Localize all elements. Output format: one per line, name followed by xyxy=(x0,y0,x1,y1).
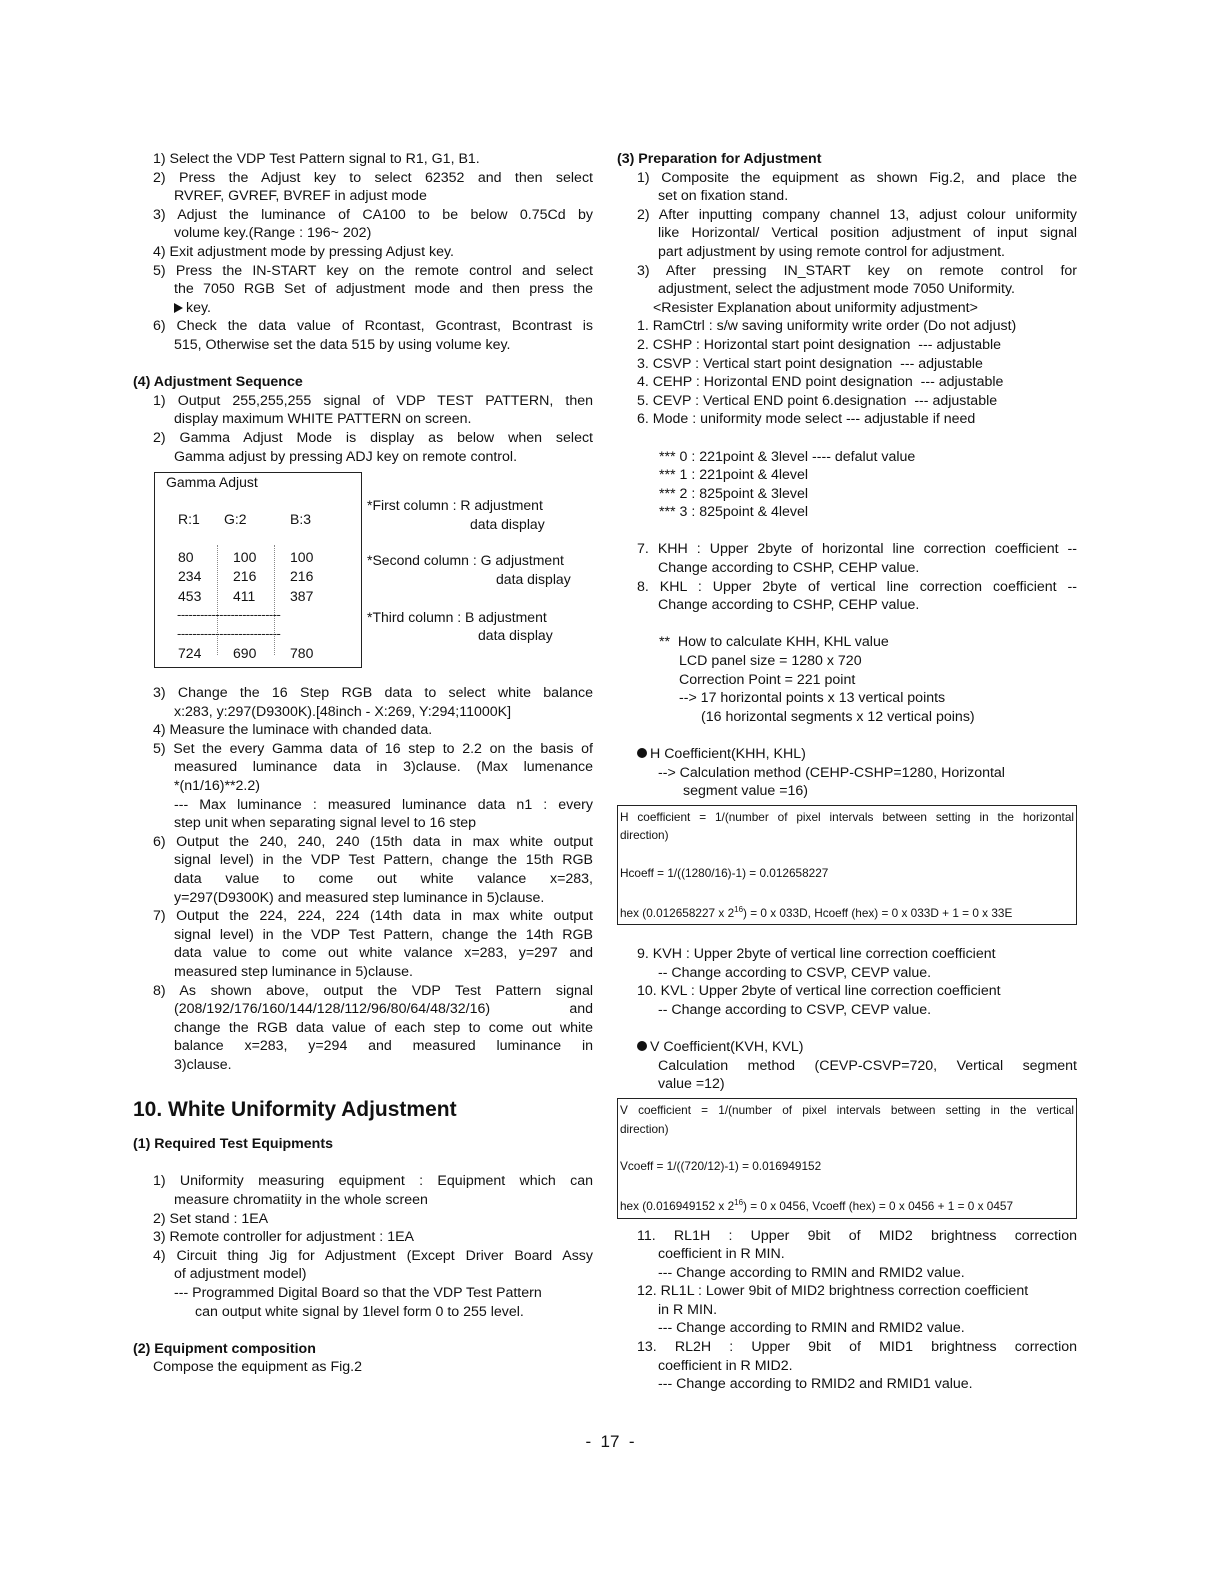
equipment-line: of adjustment model) xyxy=(174,1266,307,1283)
register-line: 11. RL1H : Upper 9bit of MID2 brightness correction xyxy=(637,1227,1077,1244)
prep-line: like Horizontal/ Vertical position adjustment of input signal xyxy=(658,225,1077,242)
gamma-cell: 780 xyxy=(290,645,314,662)
sequence-line: step unit when separating signal level to 16 step xyxy=(174,815,477,832)
sequence-line: --- Max luminance : measured luminance data n1 : every xyxy=(174,796,593,813)
bullet-icon xyxy=(637,1041,647,1051)
page-number: - 17 - xyxy=(585,1432,635,1451)
sequence-line: x:283, y:297(D9300K).[48inch - X:269, Y:294;11000K] xyxy=(174,703,512,720)
gamma-cell: 690 xyxy=(233,645,257,662)
equipment-line: 4) Circuit thing Jig for Adjustment (Except Driver Board Assy xyxy=(153,1247,593,1264)
formula-part: ) = 0 x 033D, Hcoeff (hex) = 0 x 033D + 1 = 0 x 33E xyxy=(743,905,1013,920)
dash-separator: --------------------------- xyxy=(177,607,281,623)
left-column xyxy=(133,150,593,1377)
step-line: 4) Exit adjustment mode by pressing Adjust key. xyxy=(153,243,454,260)
preparation-heading: (3) Preparation for Adjustment xyxy=(617,151,822,167)
register-line: coefficient in R MID2. xyxy=(658,1357,793,1374)
gamma-note: *Third column : B adjustment xyxy=(367,609,547,626)
gamma-cell: 234 xyxy=(178,568,202,585)
formula-exponent: 16 xyxy=(734,904,744,914)
h-coef-line: segment value =16) xyxy=(683,783,809,800)
bullet-icon xyxy=(637,748,647,758)
sequence-line: 8) As shown above, output the VDP Test Pattern signal xyxy=(153,982,593,999)
prep-line: 2) After inputting company channel 13, adjust colour uniformity xyxy=(637,206,1077,223)
right-column xyxy=(617,150,1077,1394)
formula-line: H coefficient = 1/(number of pixel intervals between setting in the horizontal xyxy=(620,809,1074,824)
register-line: 9. KVH : Upper 2byte of vertical line correction coefficient xyxy=(637,946,996,963)
sequence-line: 3) Change the 16 Step RGB data to select white balance xyxy=(153,685,593,702)
h-coefficient-title xyxy=(617,745,1077,764)
calc-line: Correction Point = 221 point xyxy=(679,671,856,688)
gamma-header-b: B:3 xyxy=(290,511,312,528)
play-triangle-icon xyxy=(174,303,183,313)
gamma-cell: 100 xyxy=(290,549,314,566)
gamma-cell: 387 xyxy=(290,588,314,605)
sequence-line: measured luminance data in 3)clause. (Max lumenance xyxy=(174,759,593,776)
sequence-line: display maximum WHITE PATTERN on screen. xyxy=(174,411,472,428)
v-coefficient-label: V Coefficient(KVH, KVL) xyxy=(650,1039,804,1056)
sequence-line: signal level) in the VDP Test Pattern, change the 14th RGB xyxy=(174,926,593,943)
sequence-line: data value to come out white valance x=283, y=297 and xyxy=(174,945,593,962)
sequence-line: measured step luminance in 5)clause. xyxy=(174,964,413,980)
prep-line: part adjustment by using remote control for adjustment. xyxy=(658,243,1005,260)
dash-separator: --------------------------- xyxy=(177,626,281,642)
register-line: 10. KVL : Upper 2byte of vertical line correction coefficient xyxy=(637,983,1001,1000)
step-line: 3) Adjust the luminance of CA100 to be below 0.75Cd by xyxy=(153,206,593,223)
step-line: RVREF, GVREF, BVREF in adjust mode xyxy=(174,188,427,205)
formula-line: direction) xyxy=(620,1121,669,1136)
sequence-line: data value to come out white valance x=283, xyxy=(174,871,593,888)
gamma-cell: 100 xyxy=(233,549,257,566)
prep-line: 3) After pressing IN_START key on remote control for xyxy=(637,262,1077,279)
adjustment-sequence-heading: (4) Adjustment Sequence xyxy=(133,374,303,391)
equipment-line: measure chromatiity in the whole screen xyxy=(174,1191,428,1208)
formula-line: Vcoeff = 1/((720/12)-1) = 0.016949152 xyxy=(620,1158,822,1173)
gamma-adjust-box xyxy=(154,472,362,668)
register-line: 5. CEVP : Vertical END point 6.designation --- adjustable xyxy=(637,392,998,409)
mode-line: *** 0 : 221point & 3level ---- defalut value xyxy=(659,448,916,465)
register-line: --- Change according to RMID2 and RMID1 value. xyxy=(658,1376,973,1393)
formula-exponent: 16 xyxy=(734,1197,744,1207)
equipment-line: --- Programmed Digital Board so that the VDP Test Pattern xyxy=(174,1284,542,1301)
register-line: --- Change according to RMIN and RMID2 value. xyxy=(658,1264,965,1281)
gamma-note: data display xyxy=(478,627,553,644)
step-line: volume key.(Range : 196~ 202) xyxy=(174,225,372,242)
composition-line: Compose the equipment as Fig.2 xyxy=(153,1359,362,1376)
gamma-note: data display xyxy=(470,516,545,533)
calc-line: LCD panel size = 1280 x 720 xyxy=(679,653,862,670)
calc-line: ** How to calculate KHH, KHL value xyxy=(659,634,889,651)
sequence-line: signal level) in the VDP Test Pattern, change the 15th RGB xyxy=(174,852,593,869)
step-line: 1) Select the VDP Test Pattern signal to R1, G1, B1. xyxy=(153,151,480,167)
sequence-line: 1) Output 255,255,255 signal of VDP TEST PATTERN, then xyxy=(153,392,593,409)
gamma-cell: 216 xyxy=(290,568,314,585)
prep-line: 1) Composite the equipment as shown Fig.2, and place the xyxy=(637,169,1077,186)
register-line: 13. RL2H : Upper 9bit of MID1 brightness correction xyxy=(637,1339,1077,1356)
formula-hex-line xyxy=(620,1194,1074,1216)
register-line: Change according to CSHP, CEHP value. xyxy=(658,560,920,577)
step-line: 2) Press the Adjust key to select 62352 and then select xyxy=(153,169,593,186)
gamma-title: Gamma Adjust xyxy=(166,474,258,491)
prep-line: <Resister Explanation about uniformity adjustment> xyxy=(653,299,978,316)
sequence-line: *(n1/16)**2.2) xyxy=(174,778,260,795)
section-title: 10. White Uniformity Adjustment xyxy=(133,1098,457,1122)
gamma-note: data display xyxy=(496,571,571,588)
register-line: 8. KHL : Upper 2byte of vertical line correction coefficient -- xyxy=(637,578,1077,595)
gamma-cell: 724 xyxy=(178,645,202,662)
sequence-line: change the RGB data value of each step to come out white xyxy=(174,1019,593,1036)
prep-line: set on fixation stand. xyxy=(658,188,789,205)
gamma-cell: 411 xyxy=(233,588,256,605)
register-line: 2. CSHP : Horizontal start point designation --- adjustable xyxy=(637,336,1002,353)
step-line: 515, Otherwise set the data 515 by using volume key. xyxy=(174,336,511,353)
formula-line: Hcoeff = 1/((1280/16)-1) = 0.012658227 xyxy=(620,865,829,880)
v-coef-line: Calculation method (CEVP-CSVP=720, Vertical segment xyxy=(658,1057,1077,1074)
formula-part: hex (0.016949152 x 2 xyxy=(620,1198,735,1213)
sequence-line: 4) Measure the luminace with chanded data. xyxy=(153,722,433,739)
register-line: 4. CEHP : Horizontal END point designation --- adjustable xyxy=(637,374,1004,391)
equipment-line: 1) Uniformity measuring equipment : Equipment which can xyxy=(153,1173,593,1190)
key-text: key. xyxy=(186,299,211,316)
sequence-line: Gamma adjust by pressing ADJ key on remote control. xyxy=(174,448,518,465)
h-coefficient-box xyxy=(617,805,1077,925)
sequence-line: balance x=283, y=294 and measured luminance in xyxy=(174,1038,593,1055)
required-equipment-heading: (1) Required Test Equipments xyxy=(133,1136,333,1153)
sequence-line: 2) Gamma Adjust Mode is display as below when select xyxy=(153,429,593,446)
step-line: the 7050 RGB Set of adjustment mode and then press the xyxy=(174,281,593,298)
gamma-header-g: G:2 xyxy=(224,511,247,528)
register-line: 7. KHH : Upper 2byte of horizontal line correction coefficient -- xyxy=(637,541,1077,558)
register-line: 6. Mode : uniformity mode select --- adjustable if need xyxy=(637,411,976,428)
register-line: 12. RL1L : Lower 9bit of MID2 brightness correction coefficient xyxy=(637,1283,1029,1300)
mode-line: *** 3 : 825point & 4level xyxy=(659,504,809,521)
formula-line: V coefficient = 1/(number of pixel intervals between setting in the vertical xyxy=(620,1103,1074,1118)
gamma-note: *Second column : G adjustment xyxy=(367,552,564,569)
equipment-composition-heading: (2) Equipment composition xyxy=(133,1340,316,1357)
sequence-line: (208/192/176/160/144/128/112/96/80/64/48/32/16) and xyxy=(174,1001,593,1018)
register-line: -- Change according to CSVP, CEVP value. xyxy=(658,1002,932,1019)
equipment-line: 2) Set stand : 1EA xyxy=(153,1210,269,1227)
v-coefficient-box xyxy=(617,1098,1077,1218)
formula-hex-line xyxy=(620,901,1074,923)
register-line: coefficient in R MIN. xyxy=(658,1246,785,1263)
sequence-line: 7) Output the 224, 224, 224 (14th data in max white output xyxy=(153,908,593,925)
gamma-cell: 80 xyxy=(178,549,194,566)
gamma-note: *First column : R adjustment xyxy=(367,497,543,514)
register-line: 1. RamCtrl : s/w saving uniformity write order (Do not adjust) xyxy=(637,318,1017,335)
register-line: -- Change according to CSVP, CEVP value. xyxy=(658,964,932,981)
formula-part: hex (0.012658227 x 2 xyxy=(620,905,735,920)
register-line: in R MIN. xyxy=(658,1301,718,1318)
prep-line: adjustment, select the adjustment mode 7050 Uniformity. xyxy=(658,281,1015,298)
h-coef-line: --> Calculation method (CEHP-CSHP=1280, Horizontal xyxy=(658,764,1005,781)
mode-line: *** 1 : 221point & 4level xyxy=(659,467,809,484)
mode-line: *** 2 : 825point & 3level xyxy=(659,485,809,502)
formula-line: direction) xyxy=(620,828,669,843)
sequence-line: 3)clause. xyxy=(174,1056,232,1073)
calc-line: (16 horizontal segments x 12 vertical poins) xyxy=(701,708,975,725)
gamma-cell: 453 xyxy=(178,588,202,605)
sequence-line: y=297(D9300K) and measured step luminance in 5)clause. xyxy=(174,889,545,906)
formula-part: ) = 0 x 0456, Vcoeff (hex) = 0 x 0456 + 1 = 0 x 0457 xyxy=(743,1198,1014,1213)
gamma-header-r: R:1 xyxy=(178,511,200,528)
gamma-adjust-figure xyxy=(133,472,593,678)
h-coefficient-label: H Coefficient(KHH, KHL) xyxy=(650,746,806,762)
step-line-key xyxy=(133,299,593,318)
v-coef-line: value =12) xyxy=(658,1076,725,1093)
calc-line: --> 17 horizontal points x 13 vertical points xyxy=(679,690,946,707)
register-line: 3. CSVP : Vertical start point designation --- adjustable xyxy=(637,355,983,372)
register-line: Change according to CSHP, CEHP value. xyxy=(658,597,920,614)
step-line: 6) Check the data value of Rcontast, Gcontrast, Bcontrast is xyxy=(153,318,593,335)
equipment-line: can output white signal by 1level form 0 to 255 level. xyxy=(195,1303,524,1320)
step-line: 5) Press the IN-START key on the remote control and select xyxy=(153,262,593,279)
v-coefficient-title xyxy=(617,1038,1077,1057)
register-line: --- Change according to RMIN and RMID2 value. xyxy=(658,1320,965,1337)
sequence-line: 5) Set the every Gamma data of 16 step to 2.2 on the basis of xyxy=(153,740,593,757)
sequence-line: 6) Output the 240, 240, 240 (15th data in max white output xyxy=(153,833,593,850)
equipment-line: 3) Remote controller for adjustment : 1EA xyxy=(153,1229,415,1246)
gamma-cell: 216 xyxy=(233,568,257,585)
